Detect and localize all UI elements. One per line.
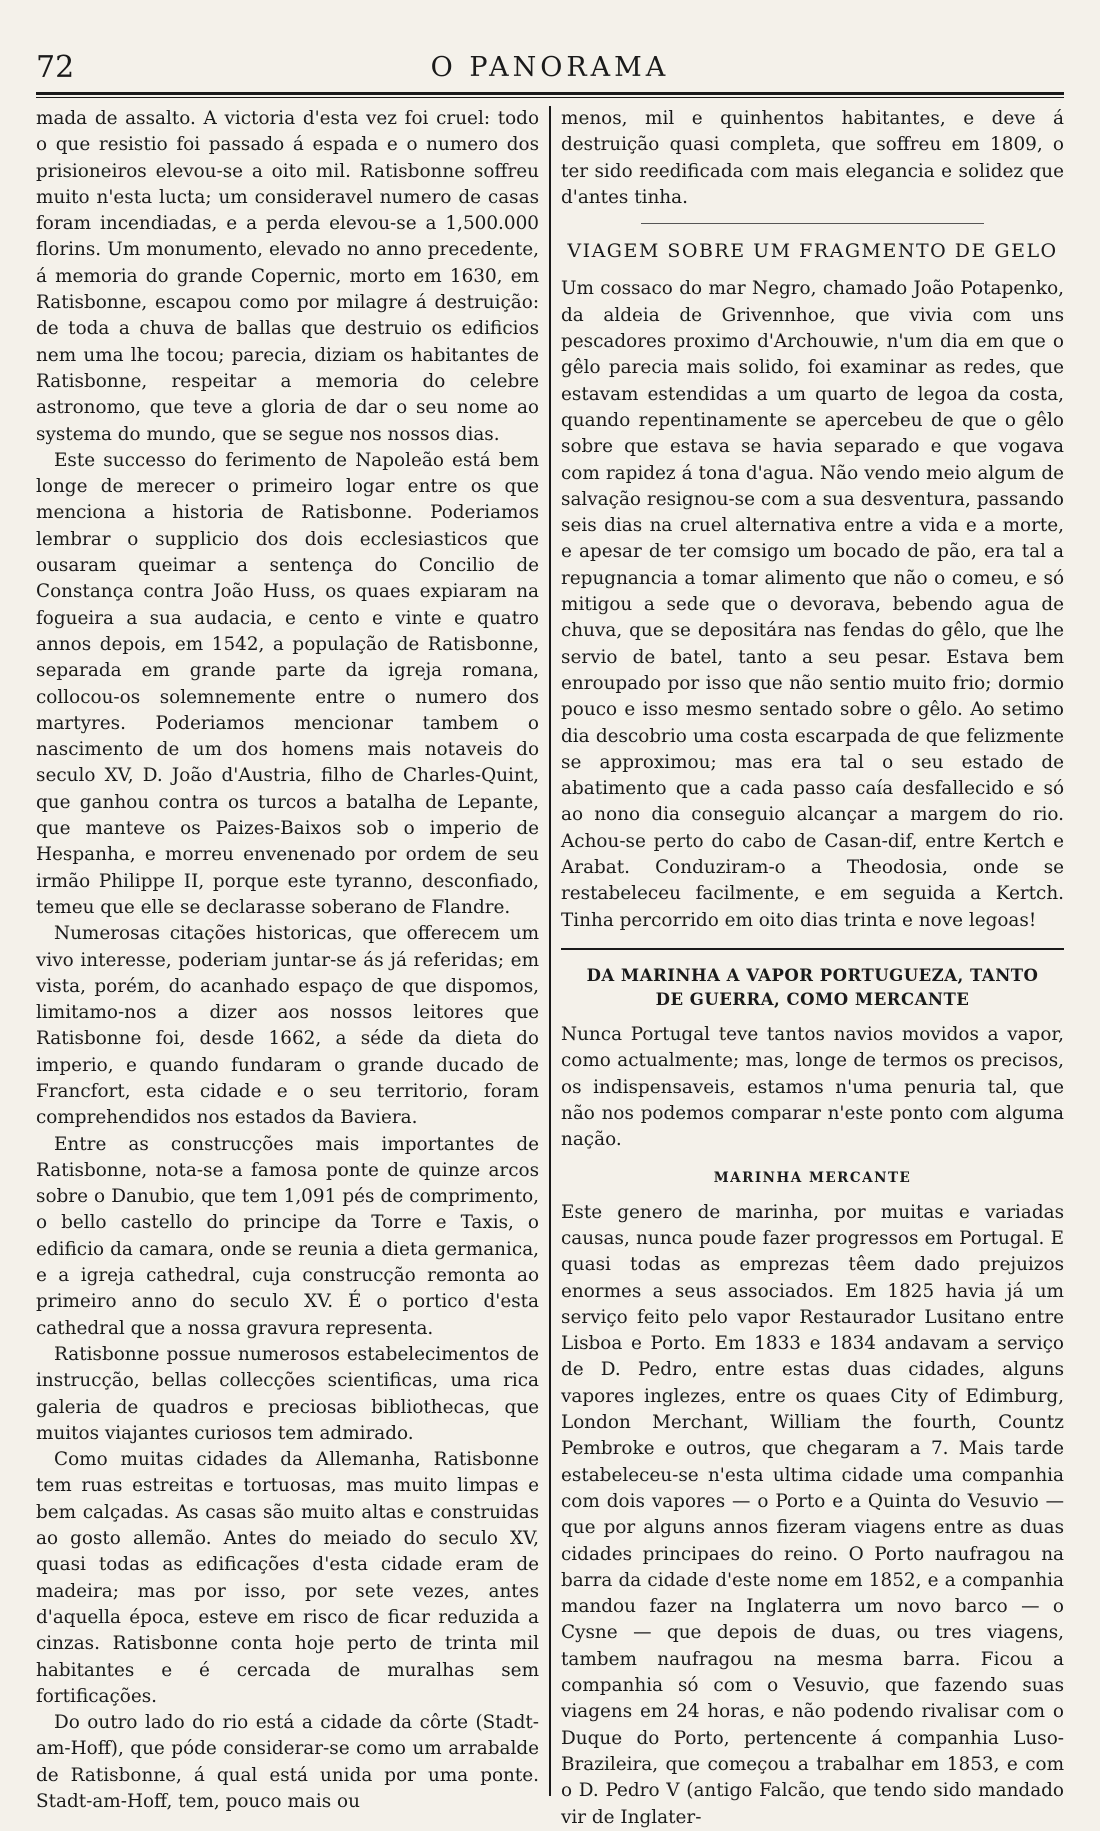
page-number: 72: [36, 50, 75, 85]
section-separator: [561, 948, 1064, 950]
text-columns: [36, 106, 1065, 1828]
paragraph: Ratisbonne possue numerosos estabelecimentos de instrucção, bellas collecções scientificas, uma rica galeria de quadros e preciosas bibliothecas, que muitos viajantes curiosos tem admirado.: [36, 1343, 540, 1444]
section-separator: [641, 223, 984, 224]
paragraph: Nunca Portugal teve tantos navios movidos a vapor, como actualmente; mas, longe de termos os precisos, os indispensaveis, estamos n'uma penuria tal, que não nos podemos comparar n'este ponto com alguma nação.: [561, 1023, 1065, 1151]
paragraph: Como muitas cidades da Allemanha, Ratisbonne tem ruas estreitas e tortuosas, mas muito limpas e bem calçadas. As casas são muito altas e construidas ao gosto allemão. Antes do meiado do seculo XV, quasi todas as edificações d'esta cidade eram de madeira; mas por isso, por sete vezes, antes d'aquella época, esteve em risco de ficar reduzida a cinzas. Ratisbonne conta hoje perto de trinta mil habitantes e é cercada de muralhas sem fortificações.: [36, 1449, 540, 1707]
right-column: [551, 106, 1065, 1828]
header-rule: [36, 92, 1064, 95]
journal-title: O PANORAMA: [430, 52, 670, 83]
left-column: [36, 106, 549, 1812]
article-title: VIAGEM SOBRE UM FRAGMENTO DE GELO: [567, 240, 1058, 263]
paragraph: Entre as construcções mais importantes de Ratisbonne, nota-se a famosa ponte de quinze arcos sobre o Danubio, que tem 1,091 pés de comprimento, o bello castello do principe da Torre e Taxis, o edificio da camara, onde se reunia a dieta germanica, e a igreja cathedral, cuja construcção remonta ao primeiro anno do seculo XV. É o portico d'esta cathedral que a nossa gravura representa.: [36, 1133, 540, 1339]
paragraph: Este successo do ferimento de Napoleão está bem longe de merecer o primeiro logar entre os que menciona a historia de Ratisbonne. Poderiamos lembrar o supplicio dos dois ecclesiasticos que ousaram queimar a sentença do Concilio de Constança contra João Huss, os quaes expiaram na fogueira a sua audacia, e cento e vinte e quatro annos depois, em 1542, a população de Ratisbonne, separada em grande parte da igreja romana, collocou-os solemnemente entre o numero dos martyres. Poderiamos mencionar tambem o nascimento de um dos homens mais notaveis do seculo XV, D. João d'Austria, filho de Charles-Quint, que ganhou contra os turcos a batalha de Lepante, que manteve os Paizes-Baixos sob o imperio de Hespanha, e morreu envenenado por ordem de seu irmão Philippe II, porque este tyranno, desconfiado, temeu que elle se declarasse soberano de Flandre.: [36, 449, 540, 918]
paragraph: mada de assalto. A victoria d'esta vez foi cruel: todo o que resistio foi passado á espada e o numero dos prisioneiros elevou-se a oito mil. Ratisbonne soffreu muito n'esta lucta; um consideravel numero de casas foram incendiadas, e a perda elevou-se a 1,500.000 florins. Um monumento, elevado no anno precedente, á memoria do grande Copernic, morto em 1630, em Ratisbonne, escapou como por milagre á destruição: de toda a chuva de ballas que destruio os edificios nem uma lhe tocou; parecia, diziam os habitantes de Ratisbonne, respeitar a memoria do celebre astronomo, que teve a gloria de dar o seu nome ao systema do mundo, que se segue nos nossos dias.: [36, 108, 540, 445]
article-title: DA MARINHA A VAPOR PORTUGUEZA, TANTO DE GUERRA, COMO MERCANTE: [586, 965, 1039, 1009]
paragraph: Um cossaco do mar Negro, chamado João Potapenko, da aldeia de Grivennhoe, que vivia com uns pescadores proximo d'Archouwie, n'um dia em que o gêlo parecia mais solido, foi examinar as redes, que estavam estendidas a um quarto de legoa da costa, quando repentinamente se apercebeu de que o gêlo sobre que estava se havia separado e que vogava com rapidez á tona d'agua. Não vendo meio algum de salvação resignou-se com a sua desventura, passando seis dias na cruel alternativa entre a vida e a morte, e apesar de ter comsigo um bocado de pão, era tal a repugnancia a tomar alimento que não o comeu, e só mitigou a sede que o devorava, bebendo agua de chuva, que se depositára nas fendas do gêlo, que lhe servio de batel, tanto a seu pesar. Estava bem enroupado por isso que não sentio muito frio; dormio pouco e isso mesmo sentado sobre o gêlo. Ao setimo dia descobrio uma costa escarpada de que felizmente se approximou; mas era tal o seu estado de abatimento que a cada passo caía desfallecido e só ao nono dia conseguio alcançar a margem do rio. Achou-se perto do cabo de Casan-dif, entre Kertch e Arabat. Conduziram-o a Theodosia, onde se restabeleceu facilmente, e em seguida a Kertch. Tinha percorrido em oito dias trinta e nove legoas!: [561, 278, 1065, 931]
section-subtitle: MARINHA MERCANTE: [713, 1170, 912, 1187]
paragraph: menos, mil e quinhentos habitantes, e deve á destruição quasi completa, que soffreu em 1809, o ter sido reedificada com mais elegancia e solidez que d'antes tinha.: [561, 108, 1065, 208]
paragraph: Do outro lado do rio está a cidade da côrte (Stadt-am-Hoff), que póde considerar-se como um arrabalde de Ratisbonne, á qual está unida por uma ponte. Stadt-am-Hoff, tem, pouco mais ou: [36, 1712, 540, 1812]
paragraph: Este genero de marinha, por muitas e variadas causas, nunca poude fazer progressos em Portugal. E quasi todas as emprezas têem dado prejuizos enormes a seus associados. Em 1825 havia já um serviço feito pelo vapor Restaurador Lusitano entre Lisboa e Porto. Em 1833 e 1834 andavam a serviço de D. Pedro, entre estas duas cidades, alguns vapores inglezes, entre os quaes City of Edimburg, London Merchant, William the fourth, Countz Pembroke e outros, que chegaram a 7. Mais tarde estabeleceu-se n'esta ultima cidade uma companhia com dois vapores — o Porto e a Quinta do Vesuvio — que por alguns annos fizeram viagens entre as duas cidades principaes do reino. O Porto naufragou na barra da cidade d'este nome em 1852, e a companhia mandou fazer na Inglaterra um novo barco — o Cysne — que depois de duas, ou tres viagens, tambem naufragou na mesma barra. Ficou a companhia só com o Vesuvio, que fazendo suas viagens em 24 horas, e não podendo rivalisar com o Duque do Porto, pertencente á companhia Luso-Brazileira, que começou a trabalhar em 1853, e com o D. Pedro V (antigo Falcão, que tendo sido mandado vir de Inglater-: [561, 1201, 1065, 1828]
paragraph: Numerosas citações historicas, que offerecem um vivo interesse, poderiam juntar-se ás já referidas; em vista, porém, do acanhado espaço de que dispomos, limitamo-nos a dizer aos nossos leitores que Ratisbonne foi, desde 1662, a séde da dieta do imperio, e quando fundaram o grande ducado de Francfort, esta cidade e o seu territorio, foram comprehendidos nos estados da Baviera.: [36, 923, 540, 1129]
header-rule-thin: [36, 97, 1064, 98]
page-header: [36, 48, 1064, 88]
